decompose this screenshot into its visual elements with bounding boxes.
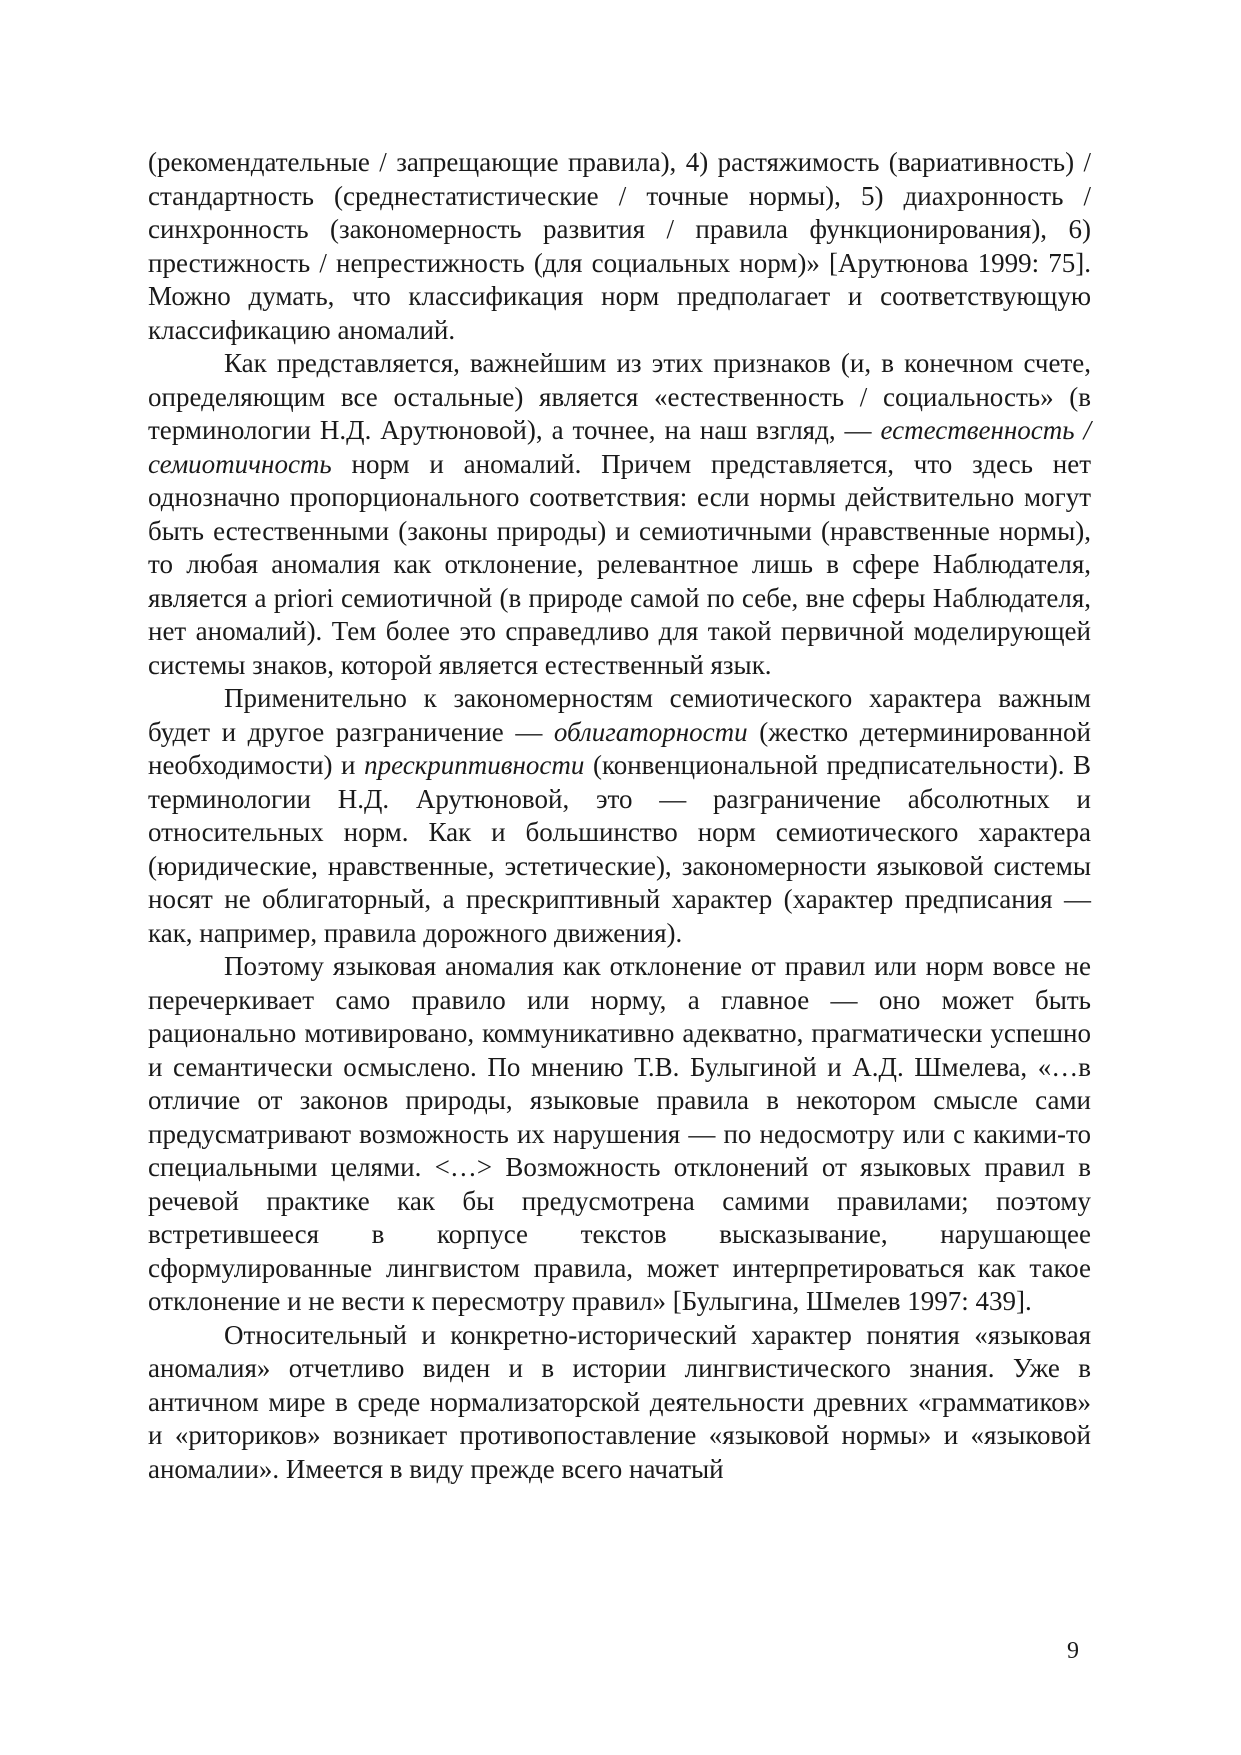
text-segment: Как представляется, важнейшим из этих признаков (и, в конечном счете, определяющим все остальные) является «естественность / социальность» (в терминологии Н.Д. Арутюновой), а точнее, на наш взгляд, — (148, 348, 1091, 445)
text-segment: Применительно к закономерностям семиотического характера важным будет и другое разграничение — (148, 683, 1091, 747)
paragraph (148, 950, 1091, 1319)
italic-term: естественность / семиотичность (148, 415, 1091, 479)
page-number: 9 (1067, 1638, 1079, 1664)
text-segment: Поэтому языковая аномалия как отклонение от правил или норм вовсе не перечеркивает само правило или норму, а главное — оно может быть рационально мотивировано, коммуникативно адекватно, прагматически успешно и семантически осмыслено. По мнению Т.В. Булыгиной и А.Д. Шмелева, «…в отличие от законов природы, языковые правила в некотором смысле сами предусматривают возможность их нарушения — по недосмотру или с какими-то специальными целями. <…> Возможность отклонений от языковых правил в речевой практике как бы предусмотрена самими правилами; поэтому встретившееся в корпусе текстов высказывание, нарушающее сформулированные лингвистом правила, может интерпретироваться как такое отклонение и не вести к пересмотру правил» [Булыгина, Шмелев 1997: 439]. (148, 951, 1091, 1316)
text-segment: (рекомендательные / запрещающие правила), 4) растяжимость (вариативность) / стандартность (среднестатистические / точные нормы), 5) диахронность / синхронность (закономерность развития / правила функционирования), 6) престижность / непрестижность (для социальных норм)» [Арутюнова 1999: 75]. Можно думать, что классификация норм предполагает и соответствующую классификацию аномалий. (148, 147, 1091, 345)
paragraph (148, 146, 1091, 347)
paragraph (148, 682, 1091, 950)
italic-term: облигаторности (553, 716, 748, 747)
text-segment: норм и аномалий. Причем представляется, что здесь нет однозначно пропорционального соответствия: если нормы действительно могут быть естественными (законы природы) и семиотичными (нравственные нормы), то любая аномалия как отклонение, релевантное лишь в сфере Наблюдателя, является a priori семиотичной (в природе самой по себе, вне сферы Наблюдателя, нет аномалий). Тем более это справедливо для такой первичной моделирующей системы знаков, которой является естественный язык. (148, 448, 1091, 680)
text-segment: (жестко детерминированной необходимости) и (148, 716, 1091, 780)
italic-term: прескриптивности (364, 750, 585, 780)
paragraph (148, 347, 1091, 682)
text-segment: Относительный и конкретно-исторический характер понятия «языковая аномалия» отчетливо виден и в истории лингвистического знания. Уже в античном мире в среде нормализаторской деятельности древних «грамматиков» и «риториков» возникает противопоставление «языковой нормы» и «языковой аномалии». Имеется в виду прежде всего начатый (148, 1319, 1091, 1484)
paragraph (148, 1319, 1091, 1487)
text-segment: (конвенциональной предписательности). В терминологии Н.Д. Арутюновой, это — разграничение абсолютных и относительных норм. Как и большинство норм семиотического характера (юридические, нравственные, эстетические), закономерности языковой системы носят не облигаторный, а прескриптивный характер (характер предписания — как, например, правила дорожного движения). (148, 750, 1091, 948)
body-text (148, 146, 1091, 1486)
